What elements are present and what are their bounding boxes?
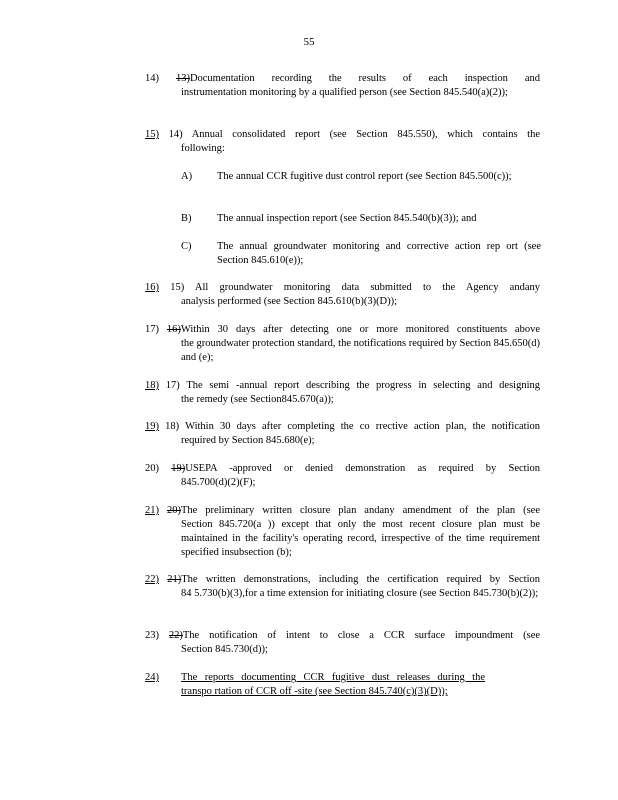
item-number: 18) [145, 380, 159, 391]
item-text: 84 5.730(b)(3),for a time extension for initiating closure (see Section 845.730(b)(2)); [181, 588, 539, 599]
item-number: 19) [145, 421, 159, 432]
item-text: Section 845.730(d)); [181, 644, 268, 655]
item-text-line1: The semi -annual report describing the progress in selecting and designing [186, 380, 541, 391]
item-text: Section 845.720(a )) except that only the most recent closure plan must be maintained in the facility's operating record, irrespective of the time requirement specified insubsection (b); [181, 519, 540, 558]
deleted-number: 16) [166, 324, 181, 335]
item-text: 845.700(d)(2)(F); [181, 477, 256, 488]
subitem-text: The annual inspection report (see Section 845.540(b)(3)); and [217, 213, 477, 224]
list-item-16 [145, 281, 540, 309]
item-text: analysis performed (see Section 845.610(b)(3)(D)); [181, 296, 398, 307]
item-text-line1: All groundwater monitoring data submitted to the Agency andany [194, 282, 540, 293]
list-item-21 [145, 504, 540, 560]
deleted-number: 19) [171, 463, 186, 474]
list-item-18 [145, 379, 540, 407]
item-number: 20) [145, 463, 159, 474]
item-number: 15) [145, 129, 159, 140]
subitem-label: A) [181, 171, 193, 182]
item-text-line1: The written demonstrations, including the certification required by Section [181, 574, 540, 585]
deleted-number: 17) [165, 380, 180, 391]
subitem-c [181, 240, 541, 268]
subitem-label: B) [181, 213, 192, 224]
list-item-23 [145, 629, 540, 657]
list-item-14 [145, 72, 540, 100]
item-text: following: [181, 143, 225, 154]
item-number: 21) [145, 505, 159, 516]
deleted-number: 22) [168, 630, 183, 641]
subitem-a [181, 170, 541, 184]
item-number: 24) [145, 672, 159, 683]
item-number: 23) [145, 630, 159, 641]
item-number: 16) [145, 282, 159, 293]
item-text: the remedy (see Section845.670(a)); [181, 394, 334, 405]
list-item-20 [145, 462, 540, 490]
page-number: 55 [303, 36, 315, 48]
item-text: required by Section 845.680(e); [181, 435, 315, 446]
item-text-line1: Documentation recording the results of each inspection and [189, 73, 540, 84]
deleted-number: 20) [166, 505, 181, 516]
item-text-line1: Within 30 days after completing the co rrective action plan, the notification [185, 421, 540, 432]
deleted-number: 13) [175, 73, 190, 84]
item-text: transpo rtation of CCR off -site (see Section 845.740(c)(3)(D)); [181, 686, 448, 697]
list-item-15 [145, 128, 540, 156]
item-text-line1: Annual consolidated report (see Section 845.550), which contains the [191, 129, 540, 140]
item-text: the groundwater protection standard, the notifications required by Section 845.650(d) and (e); [181, 338, 540, 363]
list-item-24 [145, 671, 485, 699]
item-text-line1: The reports documenting CCR fugitive dust releases during the [181, 672, 485, 683]
subitem-label: C) [181, 241, 192, 252]
list-item-22 [145, 573, 540, 601]
subitem-text: The annual CCR fugitive dust control report (see Section 845.500(c)); [217, 171, 512, 182]
deleted-number: 14) [168, 129, 183, 140]
item-text-line1: USEPA -approved or denied demonstration as required by Section [185, 463, 541, 474]
item-number: 14) [145, 73, 159, 84]
list-item-19 [145, 420, 540, 448]
deleted-number: 21) [167, 574, 182, 585]
subitem-b [181, 212, 541, 226]
item-text: instrumentation monitoring by a qualified person (see Section 845.540(a)(2)); [181, 87, 508, 98]
item-number: 22) [145, 574, 159, 585]
deleted-number: 15) [170, 282, 185, 293]
subitem-text: The annual groundwater monitoring and corrective action rep ort (see Section 845.610(e)); [217, 241, 541, 266]
deleted-number: 18) [165, 421, 180, 432]
list-item-17 [145, 323, 540, 365]
item-text-line1: The notification of intent to close a CCR surface impoundment (see [182, 630, 541, 641]
item-text-line1: Within 30 days after detecting one or more monitored constituents above [180, 324, 541, 335]
item-text-line1: The preliminary written closure plan andany amendment of the plan (see [180, 505, 541, 516]
item-number: 17) [145, 324, 159, 335]
